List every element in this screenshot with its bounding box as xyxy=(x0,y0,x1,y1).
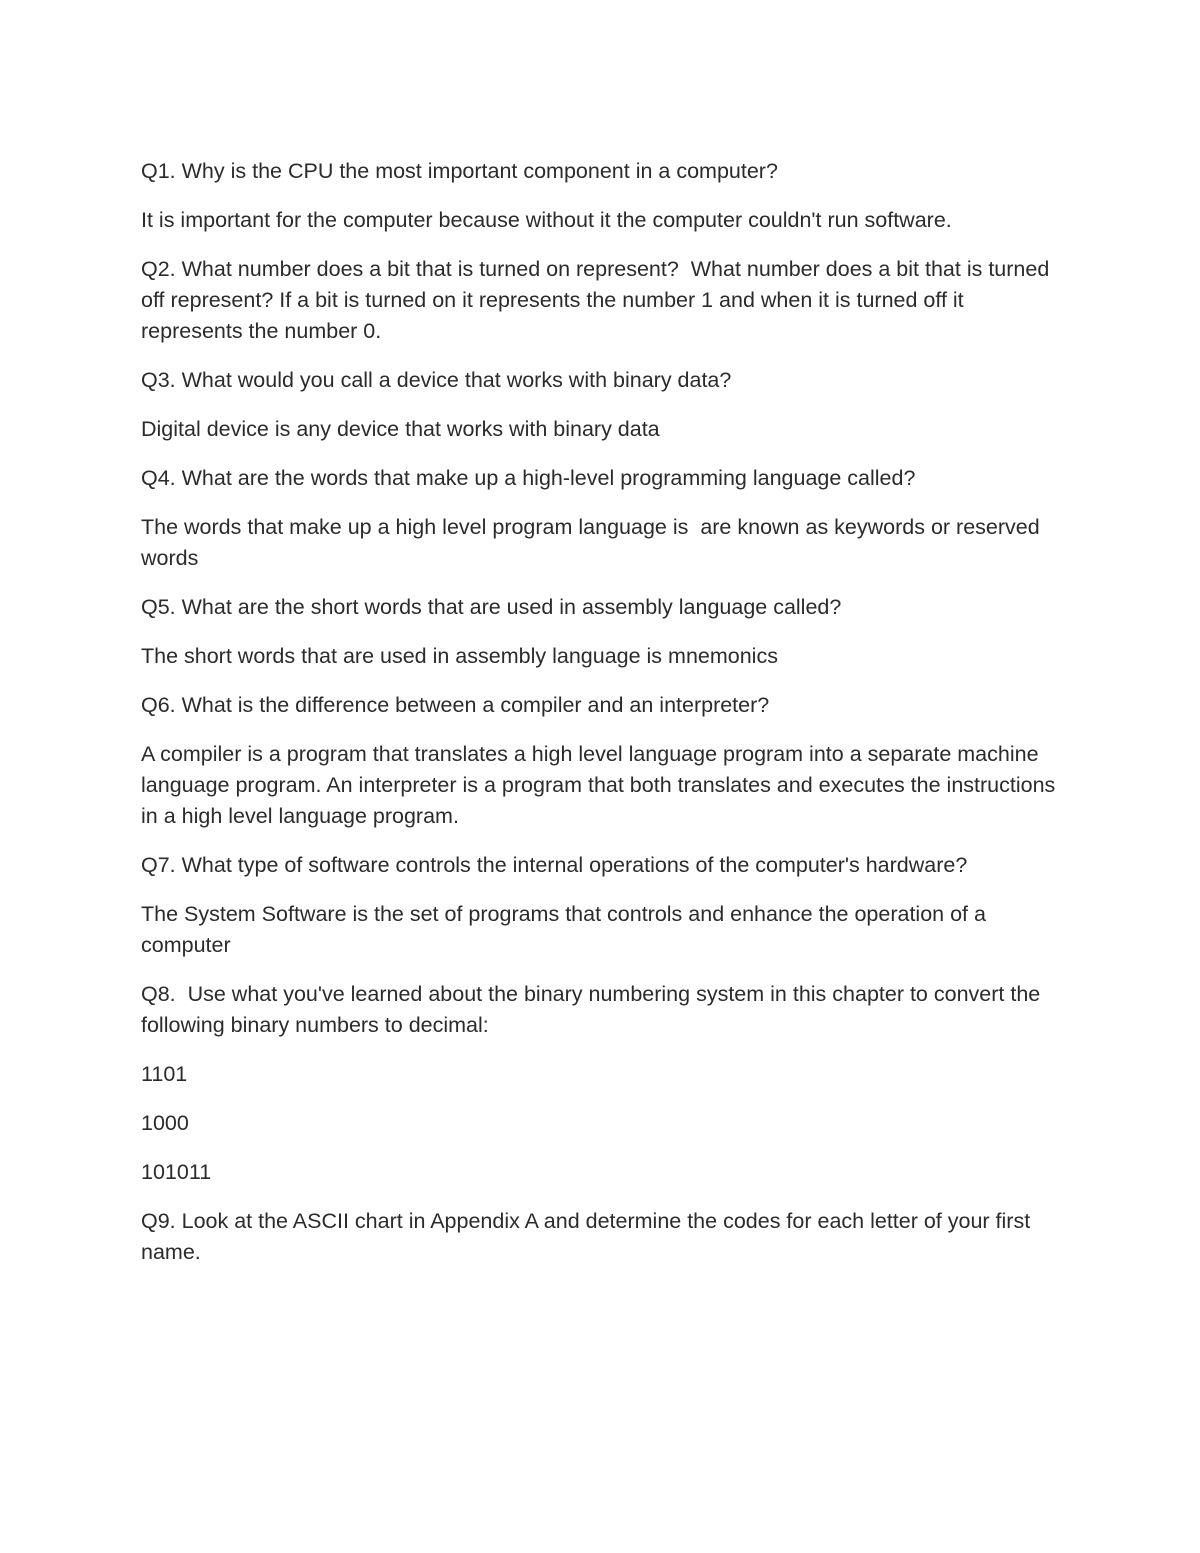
answer-q6: A compiler is a program that translates a high level language program into a separate machine language program. An interpreter is a program that both translates and executes the instructions in a high level language program. xyxy=(141,742,1062,828)
answer-q7: The System Software is the set of programs that controls and enhance the operation of a computer xyxy=(141,902,992,957)
binary-number-1: 1101 xyxy=(141,1062,188,1086)
question-q7: Q7. What type of software controls the internal operations of the computer's hardware? xyxy=(141,853,968,877)
answer-q3: Digital device is any device that works with binary data xyxy=(141,417,660,441)
question-q4: Q4. What are the words that make up a high-level programming language called? xyxy=(141,466,916,490)
binary-number-2: 1000 xyxy=(141,1111,189,1135)
document-body xyxy=(141,156,1061,1286)
binary-number-3: 101011 xyxy=(141,1160,212,1184)
question-q1: Q1. Why is the CPU the most important component in a computer? xyxy=(141,159,778,183)
question-q8: Q8. Use what you've learned about the binary numbering system in this chapter to convert the following binary numbers to decimal: xyxy=(141,982,1047,1037)
question-q3: Q3. What would you call a device that works with binary data? xyxy=(141,368,732,392)
question-q5: Q5. What are the short words that are used in assembly language called? xyxy=(141,595,842,619)
answer-q1: It is important for the computer because without it the computer couldn't run software. xyxy=(141,208,952,232)
question-q9: Q9. Look at the ASCII chart in Appendix A and determine the codes for each letter of your first name. xyxy=(141,1209,1037,1264)
answer-q5: The short words that are used in assembly language is mnemonics xyxy=(141,644,778,668)
answer-q4: The words that make up a high level program language is are known as keywords or reserved words xyxy=(141,515,1046,570)
question-q6: Q6. What is the difference between a compiler and an interpreter? xyxy=(141,693,770,717)
question-answer-q2: Q2. What number does a bit that is turned on represent? What number does a bit that is turned off represent? If a bit is turned on it represents the number 1 and when it is turned off it represents the number 0. xyxy=(141,257,1056,343)
